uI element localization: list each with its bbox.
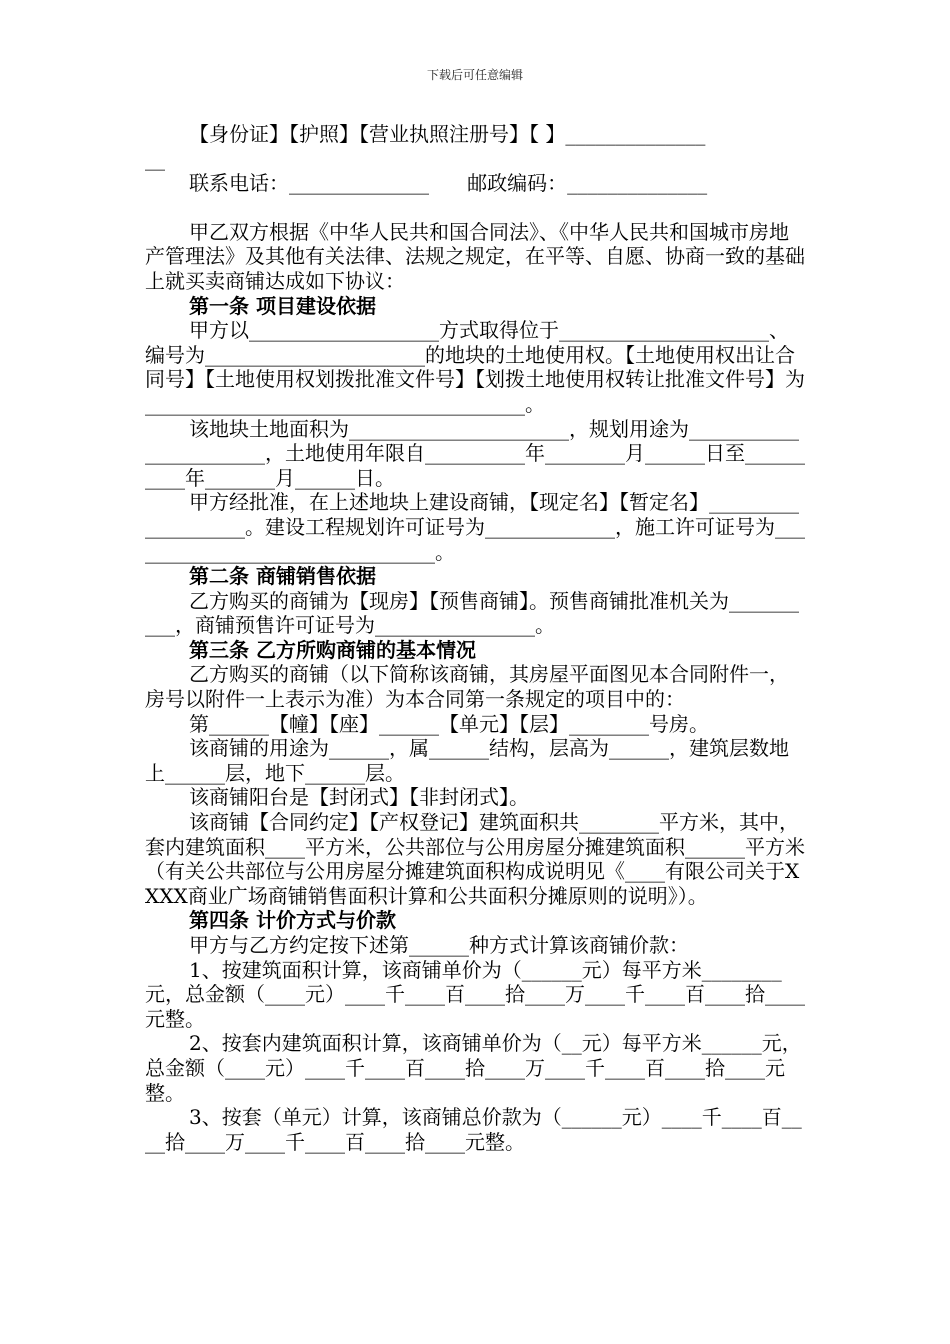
article-4-para-3: 2、按套内建筑面积计算，该商铺单价为（__元）每平方米______元，总金额（____元）____千____百____拾____万____千____百____拾____元整。 (145, 1031, 802, 1105)
article-3-para-3: 该商铺的用途为______，属______结构，层高为______，建筑层数地上______层，地下______层。 (145, 736, 789, 785)
contract-body (145, 122, 805, 1154)
article-3-para-1: 乙方购买的商铺（以下简称该商铺，其房屋平面图见本合同附件一，房号以附件一上表示为准）为本合同第一条规定的项目中的： (145, 662, 789, 712)
article-4-para-1: 甲方与乙方约定按下述第______种方式计算该商铺价款： (189, 933, 689, 957)
article-1-title: 第一条 项目建设依据 (189, 293, 376, 318)
contact-line: 联系电话：______________ 邮政编码：______________ (189, 171, 708, 196)
article-4-para-2: 1、按建筑面积计算，该商铺单价为（______元）每平方米________元，总金额（____元）____千____百____拾____万____千____百____拾____元整。 (145, 957, 805, 1031)
article-3-para-2: 第______【幢】【座】______【单元】【层】________号房。 (189, 711, 709, 736)
article-1-para-3: 甲方经批准，在上述地块上建设商铺，【现定名】【暂定名】___________________。建设工程规划许可证号为_____________，施工许可证号为________________________________。 (145, 490, 805, 564)
article-4-para-4: 3、按套（单元）计算，该商铺总价款为（______元）____千____百____拾____万____千____百____拾____元整。 (145, 1105, 802, 1154)
id-document-line-cont: __ (145, 146, 165, 171)
article-3-title: 第三条 乙方所购商铺的基本情况 (189, 637, 476, 662)
page-header: 下载后可任意编辑 (426, 68, 523, 82)
article-3-para-4: 该商铺阳台是【封闭式】【非封闭式】。 (189, 785, 529, 810)
article-2-para-1: 乙方购买的商铺为【现房】【预售商铺】。预售商铺批准机关为__________，商铺预售许可证号为________________。 (145, 588, 799, 638)
article-2-title: 第二条 商铺销售依据 (189, 564, 376, 589)
article-1-para-2: 该地块土地面积为______________________，规划用途为_______________________，土地使用年限自__________年________月______日至__________年_______月______日。 (145, 416, 805, 490)
article-1-para-1: 甲方以___________________方式取得位于_____________________、编号为______________________的地块的土地使用权。【土地使用权出让合同号】【土地使用权划拨批准文件号】【划拨土地使用权转让批准文件号】为______________________________________。 (145, 318, 805, 416)
article-4-title: 第四条 计价方式与价款 (189, 908, 396, 933)
id-document-line: 【身份证】【护照】【营业执照注册号】【 】______________ (189, 122, 706, 146)
intro-paragraph: 甲乙双方根据《中华人民共和国合同法》、《中华人民共和国城市房地产管理法》及其他有关法律、法规之规定，在平等、自愿、协商一致的基础上就买卖商铺达成如下协议： (145, 219, 805, 293)
article-3-para-5: 该商铺【合同约定】【产权登记】建筑面积共________平方米，其中，套内建筑面积____平方米，公共部位与公用房屋分摊建筑面积______平方米（有关公共部位与公用房屋分摊建筑面积构成说明见《____有限公司关于XXXX商业广场商铺销售面积计算和公共面积分摊原则的说明》）。 (145, 810, 805, 908)
